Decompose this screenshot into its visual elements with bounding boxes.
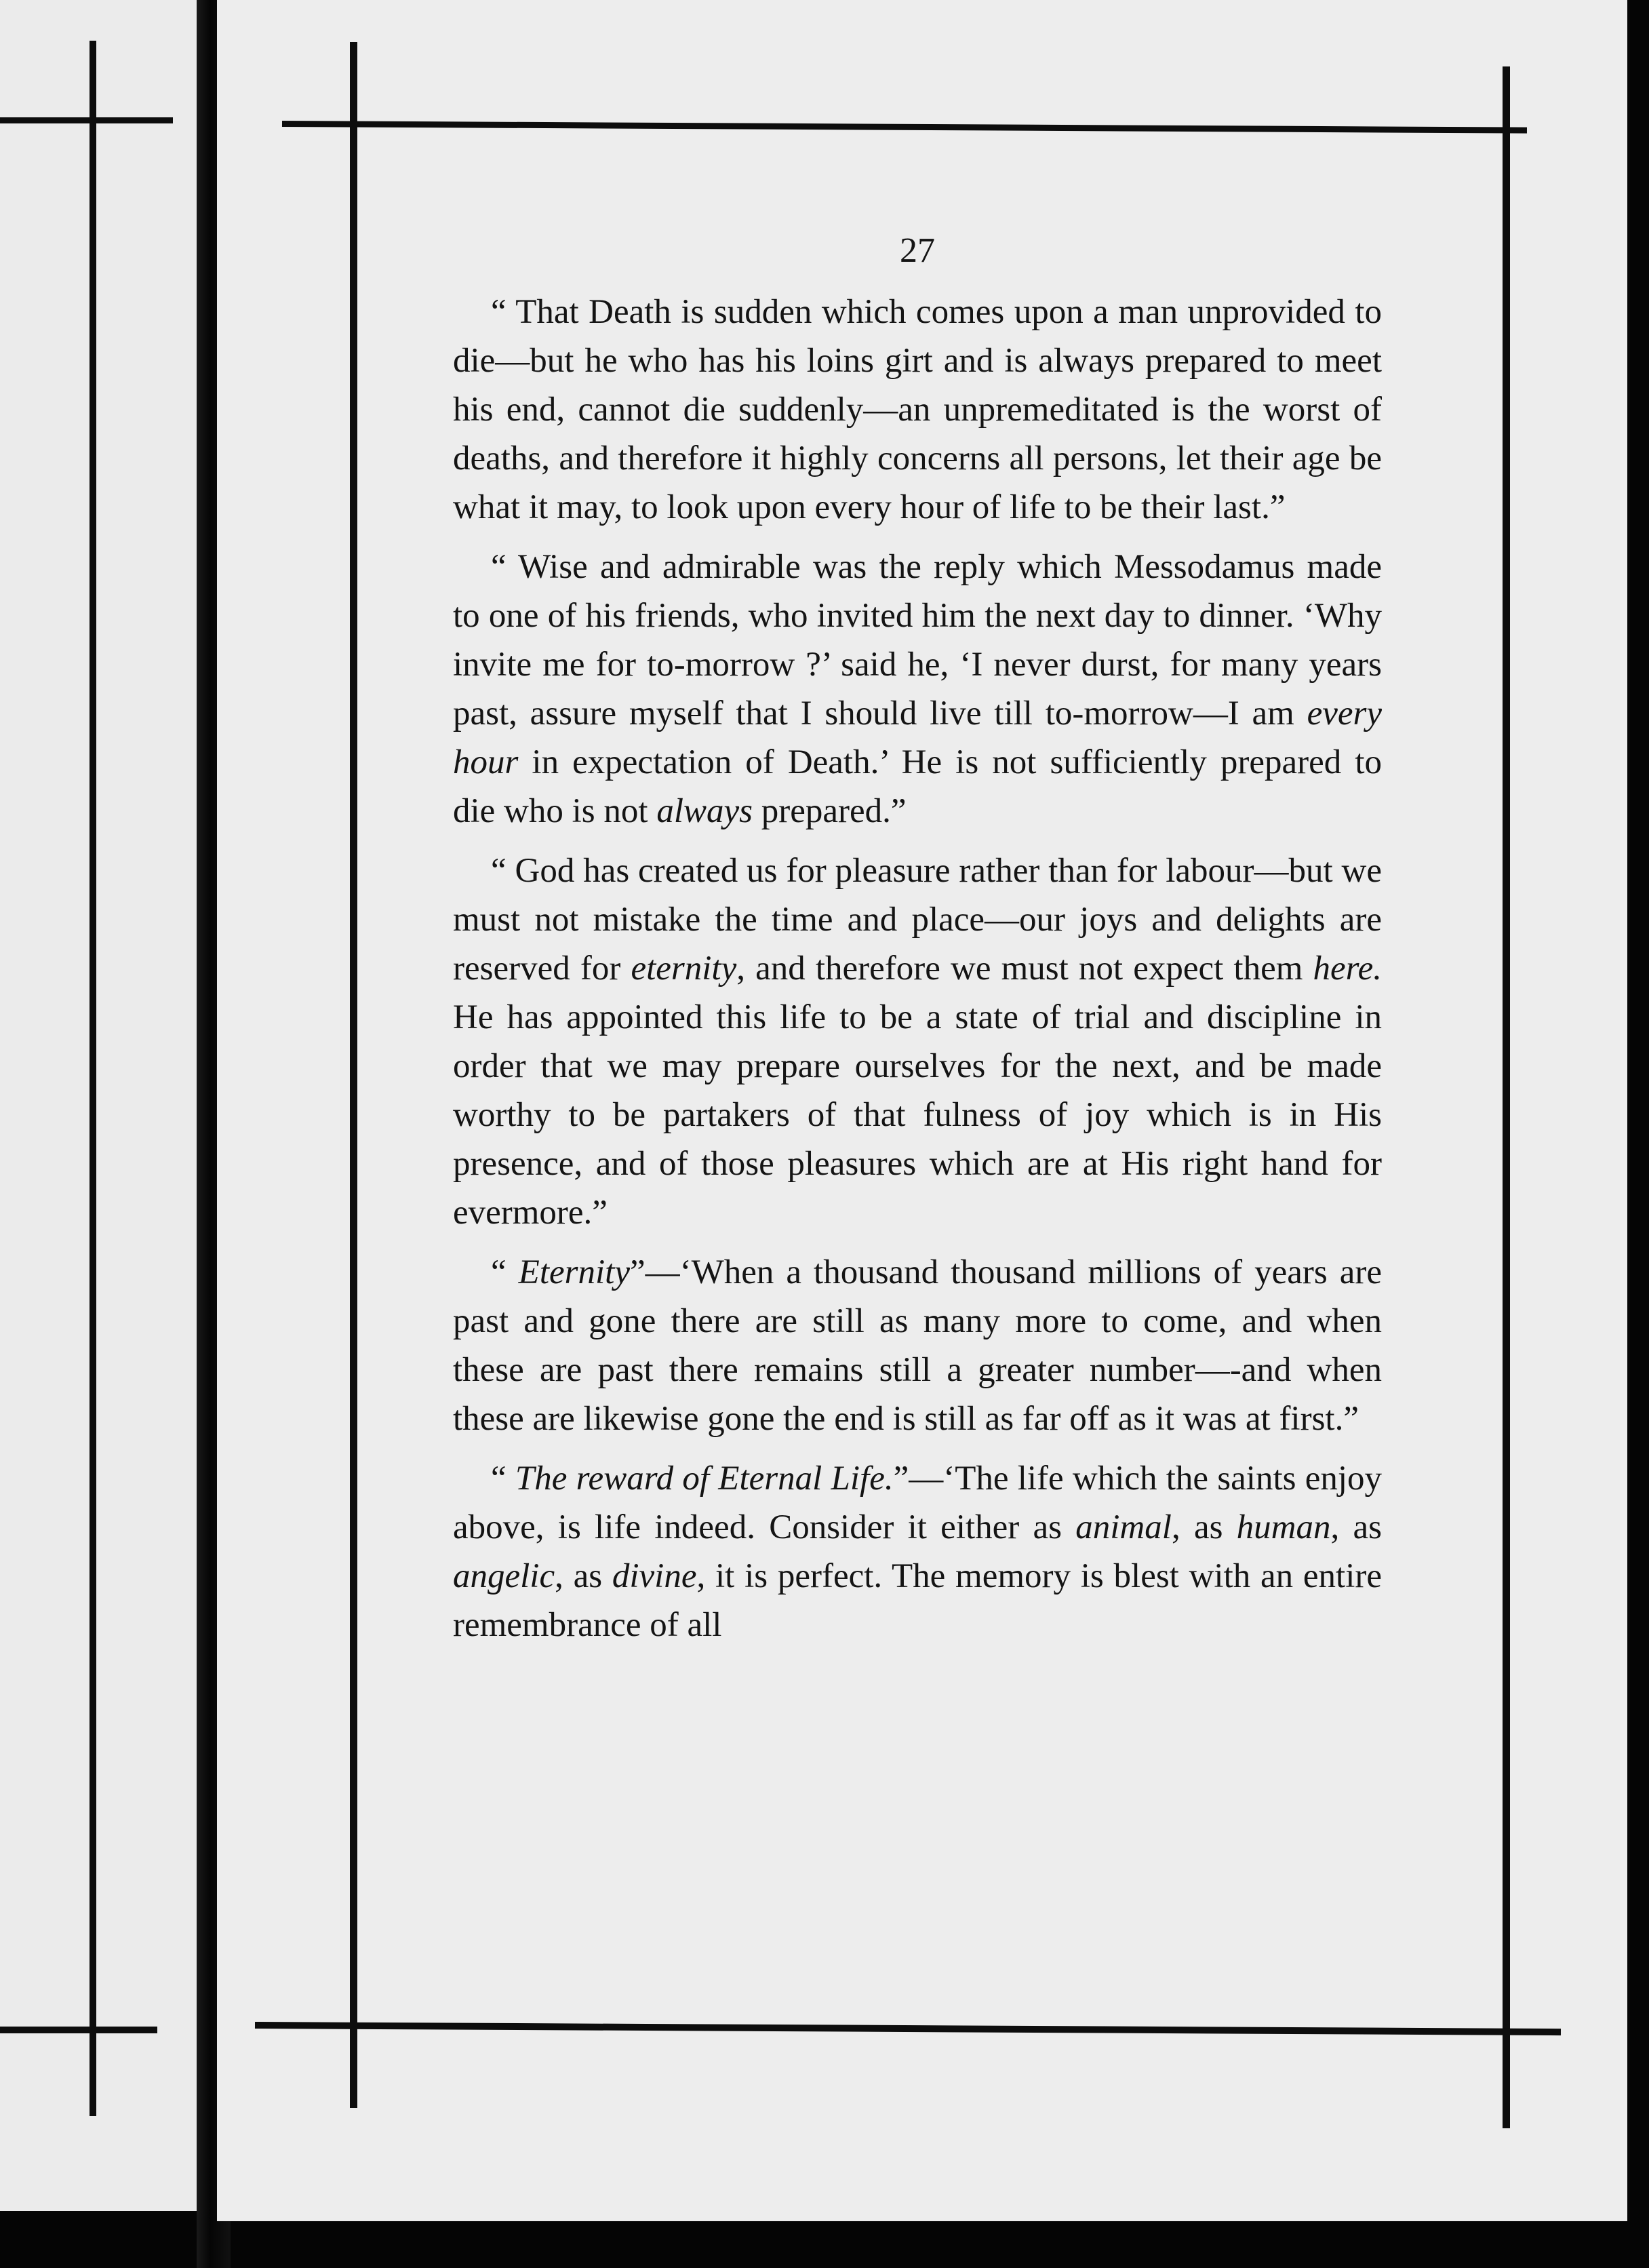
italic-text: The reward of Eternal Life. (515, 1460, 894, 1498)
text-run: “ (491, 1460, 515, 1498)
italic-text: angelic (453, 1557, 555, 1595)
text-run: prepared.” (753, 792, 907, 830)
page-number: 27 (900, 231, 935, 270)
text-run: “ (491, 1253, 519, 1291)
text-run: “ God has created us for pleasure rather than for labour—but we must not mistake the time and place—our joys and delights are reserved for (453, 852, 1382, 988)
text-run: , it is perfect. The memory is blest with an entire remembrance of all (453, 1557, 1383, 1644)
italic-text: always (656, 792, 753, 830)
paragraph (453, 1454, 1382, 1649)
text-run: “ Wise and admirable was the reply which Messodamus made to one of his friends, who invited him the next day to dinner. ‘Why invite me for to-morrow ?’ said he, ‘I never durst, for many years past, assure myself that I should live till to-morrow—I am (453, 548, 1382, 732)
text-run: ”—‘When a thousand thousand millions of years are past and gone there are still as many more to come, and when these are past there remains still a greater number—-and when these are likewise gone the end is still as far off as it was at first.” (453, 1253, 1383, 1438)
text-run: , as (1330, 1508, 1382, 1546)
page-text (453, 231, 1382, 1660)
paragraph-list (453, 288, 1382, 1649)
italic-text: here. (1313, 950, 1382, 988)
paragraph (453, 1248, 1382, 1443)
frame-right-rule (1503, 66, 1510, 2128)
text-run: , as (555, 1557, 612, 1595)
text-run: in expectation of Death.’ He is not sufficiently prepared to die who is not (453, 743, 1382, 830)
italic-text: Eternity (518, 1253, 630, 1291)
left-page-vertical-rule (90, 41, 96, 2116)
text-run: , as (1171, 1508, 1237, 1546)
left-page-bottom-rule (0, 2027, 157, 2033)
text-run: “ That Death is sudden which comes upon a man unprovided to die—but he who has his loins girt and is always prepared to meet his end, cannot die suddenly—an unpremeditated is the worst of deaths, and therefore it highly concerns all persons, let their age be what it may, to look upon every hour of life to be their last.” (453, 293, 1382, 526)
paragraph (453, 846, 1382, 1237)
text-run: ”—‘The life which the saints enjoy above, is life indeed. Consider it either as (453, 1460, 1382, 1546)
paragraph (453, 288, 1382, 532)
paragraph (453, 543, 1382, 836)
left-page-top-rule (0, 117, 173, 123)
frame-top-rule (282, 121, 1527, 134)
frame-bottom-rule (255, 2022, 1561, 2035)
italic-text: animal (1075, 1508, 1172, 1546)
text-run: He has appointed this life to be a state of trial and discipline in order that we may prepare ourselves for the next, and be made worthy to be partakers of that fulness of joy which is in His presence, and of those pleasures which are at His right hand for evermore.” (453, 998, 1382, 1232)
italic-text: human (1236, 1508, 1331, 1546)
italic-text: eternity (631, 950, 737, 988)
text-run: , and therefore we must not expect them (736, 950, 1313, 988)
italic-text: every hour (453, 695, 1382, 781)
italic-text: divine (612, 1557, 697, 1595)
previous-page-edge (0, 0, 203, 2211)
frame-left-rule (350, 42, 357, 2108)
